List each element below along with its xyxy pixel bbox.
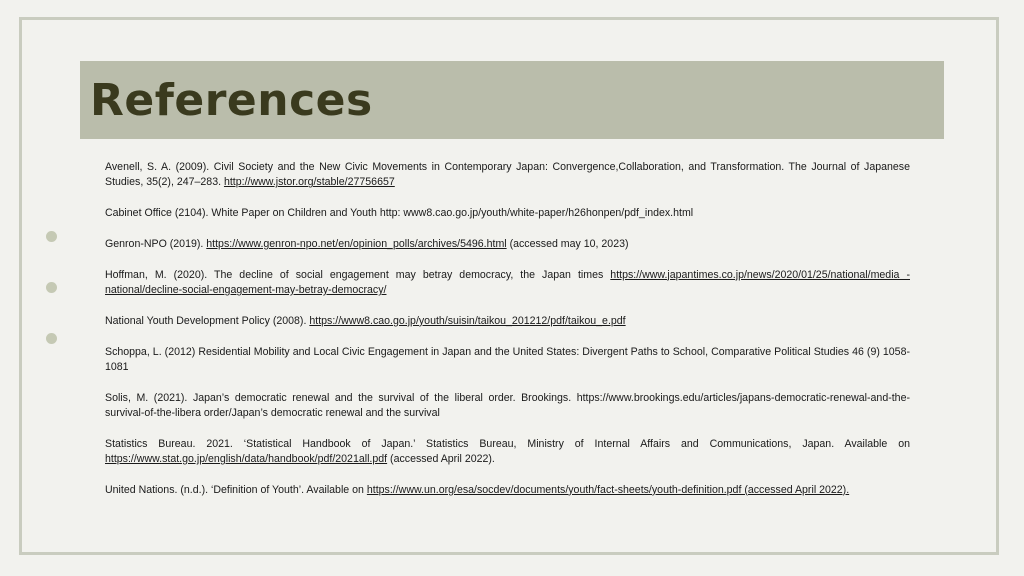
reference-item [105, 160, 910, 191]
reference-text: Statistics Bureau. 2021. ‘Statistical Handbook of Japan.’ Statistics Bureau, Ministry of Internal Affairs and Communications, Japan. Available on [105, 437, 910, 450]
reference-item [105, 268, 910, 299]
reference-item [105, 483, 910, 498]
reference-link[interactable]: https://www8.cao.go.jp/youth/suisin/taikou_201212/pdf/taikou_e.pdf [309, 314, 626, 327]
reference-note: (accessed April 2022). [387, 453, 495, 466]
reference-link[interactable]: https://www.japantimes.co.jp/news/2020/01/25/national/media -national/decline-social-engagement-may-betray-democracy/ [105, 268, 910, 296]
reference-item [105, 437, 910, 468]
reference-text: United Nations. (n.d.). ‘Definition of Youth’. Available on [105, 483, 367, 496]
bullet-dot [46, 333, 57, 344]
reference-link[interactable]: https://www.un.org/esa/socdev/documents/youth/fact-sheets/youth-definition.pdf (accessed April 2022). [366, 483, 850, 496]
reference-text: Hoffman, M. (2020). The decline of social engagement may betray democracy, the Japan times [105, 268, 611, 281]
bullet-dot [46, 282, 57, 293]
reference-text: National Youth Development Policy (2008). [105, 314, 310, 327]
reference-text: Avenell, S. A. (2009). Civil Society and the New Civic Movements in Contemporary Japan: Convergence,Collaboration, and Transformation. The Journal of Japanese Studies, 35(2), 247–283. [105, 161, 910, 189]
bullet-dot [46, 231, 57, 242]
reference-item [105, 314, 910, 329]
reference-item [105, 391, 910, 422]
reference-link[interactable]: https://www.stat.go.jp/english/data/handbook/pdf/2021all.pdf [105, 453, 388, 466]
reference-text: Solis, M. (2021). Japan’s democratic renewal and the survival of the liberal order. Brookings. https://www.brookings.edu/articles/japans-democratic-renewal-and-the-survival-of-the-libera order/Japan’s democratic renewal and the survival [105, 391, 910, 419]
reference-item [105, 345, 910, 376]
reference-text: Genron-NPO (2019). [105, 237, 207, 250]
reference-list [105, 160, 910, 514]
title-band [80, 61, 944, 139]
reference-note: (accessed may 10, 2023) [506, 237, 629, 250]
reference-text: Schoppa, L. (2012) Residential Mobility and Local Civic Engagement in Japan and the United States: Divergent Paths to School, Comparative Political Studies 46 (9) 1058-1081 [105, 345, 910, 373]
reference-item [105, 237, 910, 252]
reference-item [105, 206, 910, 221]
reference-text: Cabinet Office (2104). White Paper on Children and Youth http: www8.cao.go.jp/youth/white-paper/h26honpen/pdf_index.html [105, 207, 694, 220]
page-title: References [90, 75, 373, 126]
reference-link[interactable]: https://www.genron-npo.net/en/opinion_polls/archives/5496.html [206, 237, 507, 250]
reference-link[interactable]: http://www.jstor.org/stable/27756657 [223, 176, 395, 189]
